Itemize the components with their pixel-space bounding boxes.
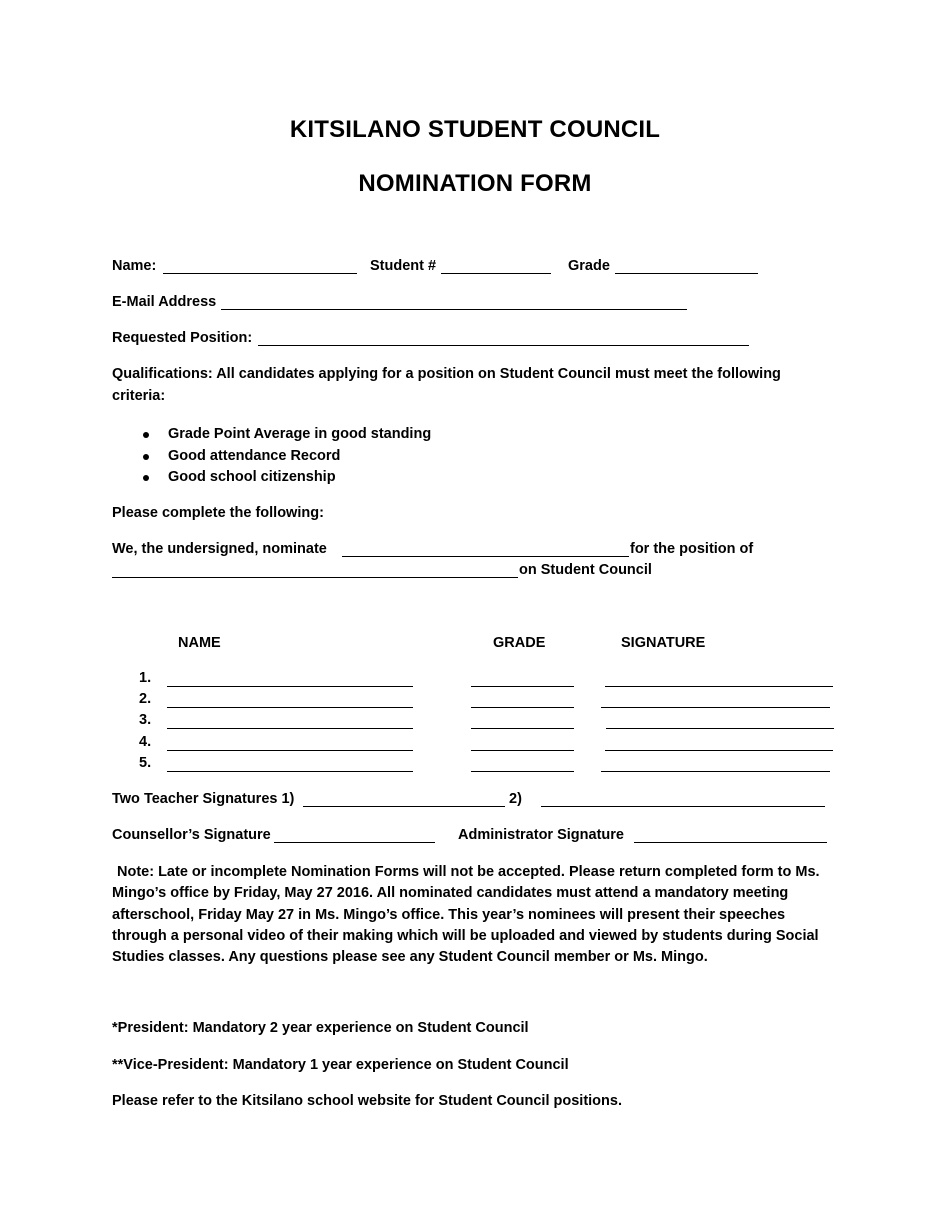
administrator-signature-field[interactable]	[634, 842, 827, 843]
signer-signature-field[interactable]	[605, 750, 833, 751]
teacher-signature-1-field[interactable]	[303, 806, 505, 807]
column-header-name: NAME	[178, 635, 221, 651]
grade-label: Grade	[568, 258, 610, 274]
signer-name-field[interactable]	[167, 771, 413, 772]
name-field[interactable]	[163, 273, 357, 274]
bullet-icon	[143, 454, 149, 460]
student-number-label: Student #	[370, 258, 437, 274]
signer-signature-field[interactable]	[606, 728, 834, 729]
signer-signature-field[interactable]	[601, 771, 830, 772]
row-number: 4.	[139, 734, 152, 750]
column-header-grade: GRADE	[493, 635, 546, 651]
email-field[interactable]	[221, 309, 687, 310]
signer-name-field[interactable]	[167, 686, 413, 687]
nominee-field[interactable]	[342, 556, 629, 557]
nominated-position-field[interactable]	[112, 577, 518, 578]
row-number: 5.	[139, 755, 152, 771]
signer-name-field[interactable]	[167, 707, 413, 708]
signer-signature-field[interactable]	[601, 707, 830, 708]
form-subtitle: NOMINATION FORM	[358, 170, 592, 197]
column-header-signature: SIGNATURE	[621, 635, 706, 651]
teacher-signature-2-field[interactable]	[541, 806, 825, 807]
requested-position-field[interactable]	[258, 345, 749, 346]
signer-grade-field[interactable]	[471, 750, 574, 751]
president-requirement: *President: Mandatory 2 year experience on Student Council	[112, 1020, 529, 1036]
on-council-text: on Student Council	[519, 562, 652, 578]
list-item: Grade Point Average in good standing	[140, 424, 431, 446]
teacher-signature-2-label: 2)	[509, 791, 522, 807]
note-paragraph: Note: Late or incomplete Nomination Forms will not be accepted. Please return completed form to Ms. Mingo’s office by Friday, May 27 2016. All nominated candidates must attend a mandatory meeting afterschool, Friday May 27 in Ms. Mingo’s office. This year’s nominees will present their speeches through a personal video of their making which will be uploaded and viewed by students during Social Studies classes. Any questions please see any Student Council member or Ms. Mingo.	[112, 864, 820, 966]
signer-grade-field[interactable]	[471, 728, 574, 729]
name-label: Name:	[112, 258, 157, 274]
row-number: 3.	[139, 712, 152, 728]
signer-name-field[interactable]	[167, 750, 413, 751]
grade-field[interactable]	[615, 273, 758, 274]
nominate-text: We, the undersigned, nominate	[112, 541, 327, 557]
qualifications-list	[140, 424, 431, 489]
position-of-text: for the position of	[630, 541, 754, 557]
list-item: Good attendance Record	[140, 446, 431, 468]
signer-grade-field[interactable]	[471, 686, 574, 687]
requested-position-label: Requested Position:	[112, 330, 253, 346]
row-number: 2.	[139, 691, 152, 707]
website-reference: Please refer to the Kitsilano school website for Student Council positions.	[112, 1093, 622, 1109]
qualifications-intro-cont: criteria:	[112, 388, 166, 404]
signer-grade-field[interactable]	[471, 707, 574, 708]
counsellor-signature-field[interactable]	[274, 842, 435, 843]
administrator-signature-label: Administrator Signature	[458, 827, 624, 843]
signer-name-field[interactable]	[167, 728, 413, 729]
signer-signature-field[interactable]	[605, 686, 833, 687]
counsellor-signature-label: Counsellor’s Signature	[112, 827, 271, 843]
complete-prompt: Please complete the following:	[112, 505, 324, 521]
row-number: 1.	[139, 670, 152, 686]
list-item: Good school citizenship	[140, 467, 431, 489]
form-title: KITSILANO STUDENT COUNCIL	[289, 116, 661, 143]
qualifications-intro: Qualifications: All candidates applying for a position on Student Council must meet the following	[112, 366, 781, 382]
student-number-field[interactable]	[441, 273, 551, 274]
email-label: E-Mail Address	[112, 294, 217, 310]
bullet-icon	[143, 432, 149, 438]
signer-grade-field[interactable]	[471, 771, 574, 772]
teacher-signatures-label: Two Teacher Signatures 1)	[112, 791, 295, 807]
vice-president-requirement: **Vice-President: Mandatory 1 year experience on Student Council	[112, 1057, 569, 1073]
bullet-icon	[143, 475, 149, 481]
